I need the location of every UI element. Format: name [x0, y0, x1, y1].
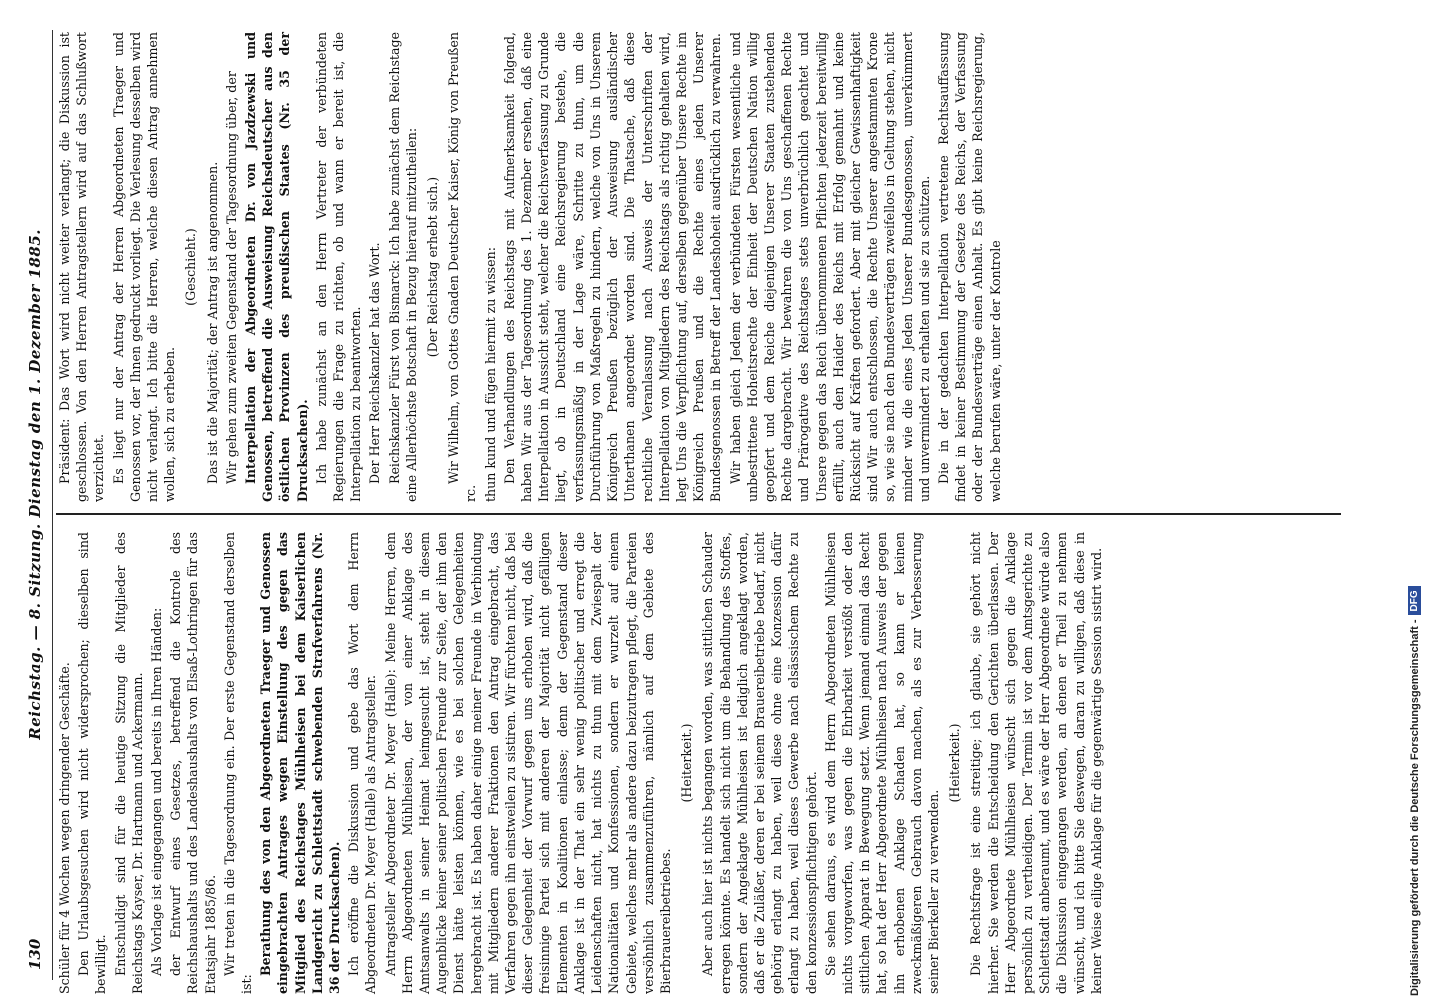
paragraph: Sie sehen daraus, es wird dem Herrn Abgeordneten Mühlheisen nichts vorgeworfen, was gegen die Ehrbarkeit verstößt oder den sittlichen Apparat in Bewegung setzt. Wenn jemand einmal das Recht hat, so hat der Herr Abgeordnete Mühlheisen nach Ausweis der gegen ihn erhobenen Anklage Schaden hat, so kann er keinen zweckmäßigeren Gebrauch davon machen, als es zur Verbesserung seiner Bierkeller zu verwenden.: [822, 532, 941, 994]
paragraph: Ich eröffne die Diskussion und gebe das Wort dem Herrn Abgeordneten Dr. Meyer (Halle) als Antragsteller.: [346, 532, 379, 994]
paragraph: Die Rechtsfrage ist eine streitige; ich glaube, sie gehört nicht hierher. Sie werden die Entscheidung den Gerichten überlassen. Der Herr Abgeordnete Mühlheisen wünscht sich gegen die Anklage persönlich zu vertheidigen. Der Termin ist vor dem Amtsgerichte zu Schlettstadt anberaumt, und es wäre der Herr Abgeordnete würde also die Diskussion eingegangen werden, an denen er Theil zu nehmen wünscht, und ich bitte Sie deswegen, daran zu willigen, daß diese in keiner Weise eilige Anklage für die gegenwärtige Session sistirt wird.: [968, 532, 1104, 994]
paragraph: Wir Wilhelm, von Gottes Gnaden Deutscher Kaiser, König von Preußen rc.: [446, 32, 479, 502]
paragraph: Wir gehen zum zweiten Gegenstand der Tagesordnung über, der: [223, 71, 239, 484]
left-column: [56, 532, 1107, 994]
paragraph: Präsident: Das Wort wird nicht weiter verlangt; die Diskussion ist geschlossen. Von den Herren Antragstellern wird auf das Schlußwort verzichtet.: [57, 32, 107, 502]
paragraph: Wir treten in die Tagesordnung ein. Der erste Gegenstand derselben ist:: [221, 532, 255, 994]
paragraph: (Geschieht.): [183, 228, 199, 306]
paragraph: (Heiterkeit.): [679, 723, 695, 803]
rotated-page-content: [16, 0, 1416, 1000]
paragraph: Schüler für 4 Wochen wegen dringender Geschäfte.: [57, 662, 72, 994]
paragraph: Das ist die Majorität; der Antrag ist angenommen.: [204, 161, 220, 484]
paragraph: Es liegt nur der Antrag der Herren Abgeordneten Traeger und Genossen vor, der Ihnen gedruckt vorliegt. Die Verlesung desselben wird nicht verlangt. Ich bitte die Herren, welche diesen Antrag annehmen wollen, sich zu erheben.: [110, 32, 178, 502]
paragraph: Wir haben gleich Jedem der verbündeten Fürsten wesentliche und unbestrittene Hoheitsrechte der Einheit der Deutschen Nation willig geopfert und dem Reiche diejenigen Unserer Staaten zustehenden Rechte dargebracht. Wir bewahren die von Uns geschaffenen Rechte und Prärogative des Reichstages stets unverbrüchlich geachtet und Unsere gegen das Reich übernommenen Pflichten jederzeit bereitwillig erfüllt, auch den Haider des Reichs mit Erfolg gemahnt und keine Rücksicht auf Kräften gefordert. Aber mit gleicher Gewissenhaftigkeit sind Wir auch entschlossen, die Rechte Unserer angestammten Krone so, wie sie nach den Bundesverträgen zweifellos in Geltung stehen, nicht minder wie die eines Jeden Unserer Bundesgenossen, unverkümmert und unvermindert zu erhalten und sie zu schützen.: [727, 32, 932, 502]
digitization-notice-text: Digitalisierung gefördert durch die Deutsche Forschungsgemeinschaft -: [1408, 619, 1421, 996]
paragraph: der Entwurf eines Gesetzes, betreffend die Kontrole des Reichshaushalts und des Landeshaushalts von Elsaß-Lothringen für das Etatsjahr 1885/86.: [168, 532, 218, 994]
page-header: [20, 30, 50, 970]
header-rule: [52, 30, 53, 980]
paragraph: Antragsteller Abgeordneter Dr. Meyer (Halle): Meine Herren, dem Herrn Abgeordneten Mühlheisen, der von einer Anklage des Amtsanwalts in seiner Heimat heimgesucht ist, steht in diesem Augenblicke keiner seiner politischen Freunde zur Seite, der ihm den Dienst hätte leisten können, wie es bei solchen Gelegenheiten hergebracht ist. Es haben daher einige meiner Freunde in Verbindung mit Mitgliedern anderer Fraktionen den Antrag eingebracht, das Verfahren gegen ihn einstweilen zu sistiren. Wir fürchten nicht, daß bei dieser Gelegenheit der Vorwurf gegen uns erhoben wird, daß die freisinnige Partei sich mit anderen der Majorität nicht gefälligen Elementen in Koalitionen einlasse; denn der Gegenstand dieser Anklage ist in der That ein sehr wenig politischer und erregt die Leidenschaften nicht, hat nichts zu thun mit dem Zwiespalt der Nationalitäten und Konfessionen, sondern er wurzelt auf einem Gebiete, welches mehr als andere dazu beizutragen pflegt, die Parteien versöhnlich zusammenzuführen, nämlich auf dem Gebiete des Bierbrauereibetriebes.: [382, 532, 673, 994]
running-head: Reichstag. — 8. Sitzung. Dienstag den 1. Dezember 1885.: [26, 228, 44, 740]
paragraph: Aber auch hier ist nichts begangen worden, was sittlichen Schauder erregen könnte. Es handelt sich nicht um die Behandlung des Stoffes, sondern der Angeklagte Mühlheisen ist lediglich angeklagt worden, daß er die Zuläßer, deren er bei seinem Brauereibetriebe bedarf, nicht gehörig erlangt zu haben, weil diese ohne eine Konzession dafür erlangt zu haben, weil dieses Gewerbe nach elsässischem Rechte zu den konzessionspflichtigen gehört.: [700, 532, 819, 994]
paragraph: Als Vorlage ist eingegangen und bereits in Ihren Händen:: [149, 607, 165, 976]
paragraph: Die in der gedachten Interpellation vertretene Rechtsauffassung findet in keiner Bestimmung der Gesetze des Reichs, der Verfassung oder der Bundesverträge einen Anhalt. Es gibt keine Reichsregierung, welche berufen wäre, unter der Kontrole: [935, 32, 1003, 502]
column-divider: [56, 514, 1341, 516]
paragraph: (Heiterkeit.): [947, 723, 963, 803]
paragraph: Berathung des von den Abgeordneten Traeger und Genossen eingebrachten Antrages wegen Einstellung des gegen das Mitglied des Reichstages Mühlheisen bei dem Kaiserlichen Landgericht zu Schlettstadt schwebenden Strafverfahrens (Nr. 36 der Drucksachen).: [258, 532, 343, 994]
page-number: 130: [26, 938, 44, 970]
paragraph: (Der Reichstag erhebt sich.): [425, 176, 441, 358]
paragraph: Entschuldigt sind für die heutige Sitzung die Mitglieder des Reichstags Kayser, Dr. Hartmann und Ackermann.: [112, 532, 145, 994]
digitization-notice: [1408, 6, 1430, 996]
paragraph: Den Urlaubsgesuchen wird nicht widersprochen; dieselben sind bewilligt.: [76, 532, 109, 994]
paragraph: Der Herr Reichskanzler hat das Wort.: [367, 242, 383, 484]
paragraph: Den Verhandlungen des Reichstags mit Aufmerksamkeit folgend, haben Wir aus der Tagesordnung des 1. Dezember ersehen, daß eine Interpellation in Aussicht steht, welcher die Reichsverfassung zu Grunde liegt, ob in Deutschland eine Reichsregierung bestehe, die verfassungsmäßig in der Lage wäre, Schritte zu thun, um die Durchführung von Maßregeln zu hindern, welche von Uns in Unserem Königreich Preußen bezüglich der Ausweisung ausländischer Unterthanen angeordnet worden sind. Die Thatsache, daß diese rechtliche Veranlassung nach Ausweis der Unterschriften der Interpellation von Mitgliedern des Reichstags als richtig gehalten wird, legt Uns die Verpflichtung auf, derselben gegenüber Unsere Rechte im Königreich Preußen und die Rechte eines jeden Unserer Bundesgenossen in Betreff der Landeshoheit ausdrücklich zu verwahren.: [501, 32, 724, 502]
dfg-logo: DFG: [1408, 586, 1421, 615]
paragraph: Interpellation der Abgeordneten Dr. von Jazdzewski und Genossen, betreffend die Ausweisung Reichsdeutscher aus den östlichen Provinzen des preußischen Staates (Nr. 35 der Drucksachen).: [243, 32, 310, 502]
paragraph: thun kund und fügen hiermit zu wissen:: [482, 247, 498, 502]
paragraph: Reichskanzler Fürst von Bismarck: Ich habe zunächst dem Reichstage eine Allerhöchste Botschaft in Bezug hierauf mitzutheilen:: [386, 32, 419, 502]
right-column: [56, 32, 1006, 502]
paragraph: Ich habe zunächst an den Herrn Vertreter der verbündeten Regierungen die Frage zu richten, ob und wann er bereit ist, die Interpellation zu beantworten.: [313, 32, 364, 502]
